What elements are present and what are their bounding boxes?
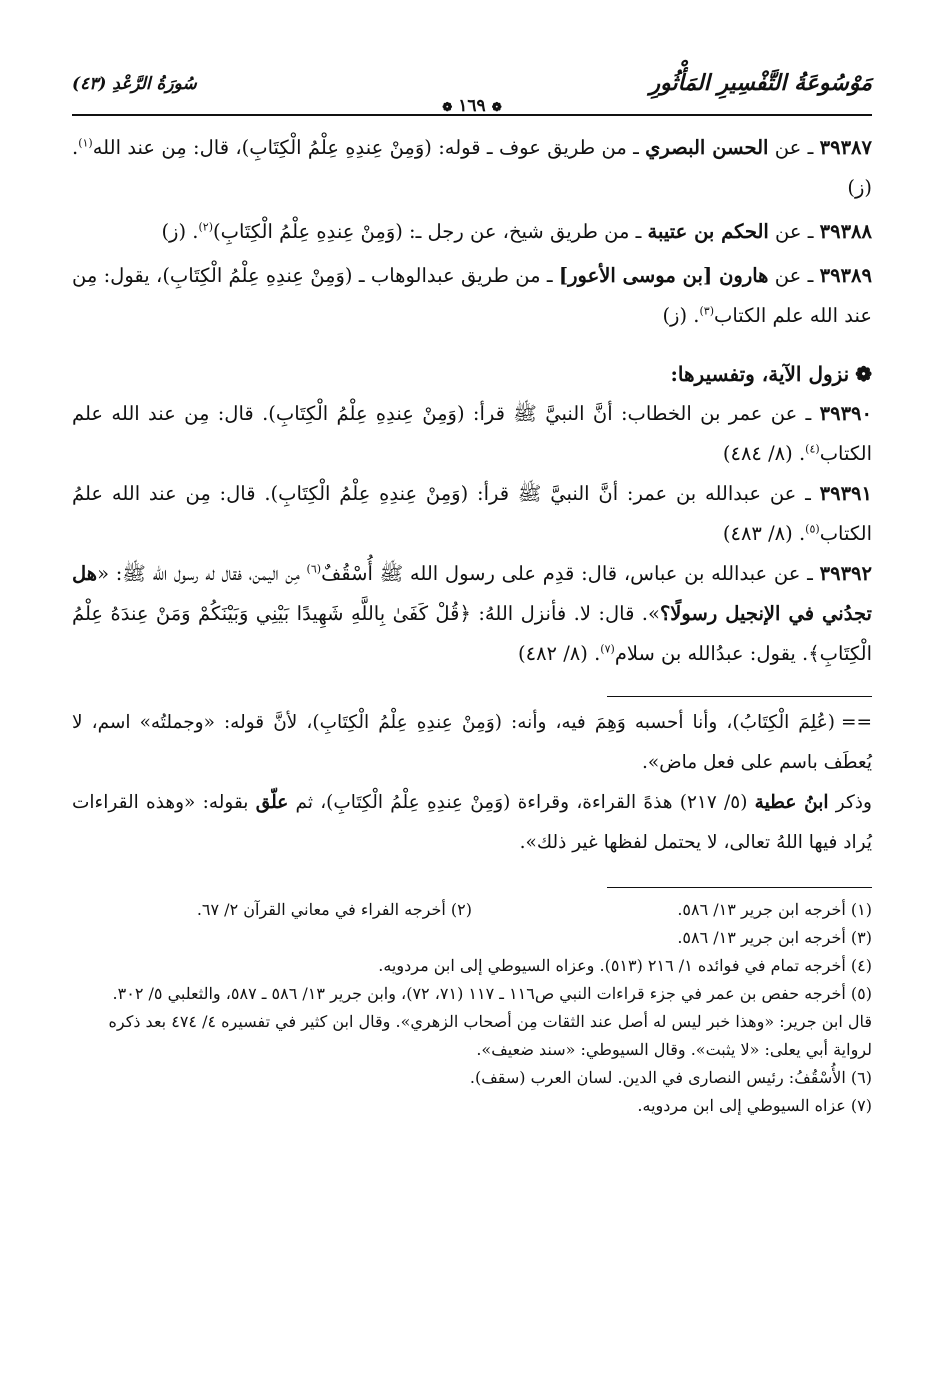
footnote-1: (١) أخرجه ابن جرير ١٣/ ٥٨٦. [677,900,872,919]
footnote-3: (٣) أخرجه ابن جرير ١٣/ ٥٨٦. [677,928,872,947]
footnote-5: (٥) أخرجه حفص بن عمر في جزء قراءات النبي ص١١٦ ـ ١١٧ (٧١، ٧٢)، وابن جرير ١٣/ ٥٨٦ ـ ٥٨٧، والثعلبي ٥/ ٣٠٢. [112,984,872,1003]
section-heading [72,354,872,394]
entry-text: ـ عن [768,136,820,159]
footnote-ref[interactable]: (١) [78,136,93,150]
entry-number: ٣٩٣٩١ [819,482,872,505]
commentary-text: بقوله: «وهذه القراءات يُراد فيها اللهُ تعالى، لا يحتمل لفظها غير ذلك». [72,792,872,853]
entry-text: ـ عن [768,264,820,287]
narrator-name: هارون [بن موسى الأعور] [558,264,769,287]
scholar-name: ابنُ عطية [754,792,829,813]
hadith-entry [72,256,872,336]
ornament-icon: ❁ [491,100,502,114]
footnote-ref[interactable]: (٦) [306,562,322,576]
header-rule [72,114,872,116]
entry-tail: . (ز) [72,136,872,199]
page-number-value: ١٦٩ [458,96,486,116]
entry-number: ٣٩٣٩٢ [819,562,872,585]
entry-text: ـ عن [768,220,820,243]
footnote-ref[interactable]: (٢) [198,220,213,234]
hadith-entry [72,128,872,208]
entry-number: ٣٩٣٩٠ [819,402,872,425]
footnotes-separator [607,887,872,888]
commentary-text: وذكر [828,792,872,813]
commentary-text: (٥/ ٢١٧) هذهً القراءة، وقراءة (وَمِنْ عِندِهِ عِلْمُ الْكِتَابِ)، ثم [288,792,755,813]
ornament-icon: ❁ [442,100,453,114]
narrator-name: الحسن البصري [645,136,769,159]
footnote-7: (٧) عزاه السيوطي إلى ابن مردويه. [637,1096,872,1115]
hadith-entry [72,212,872,252]
entry-tail: . (٨/ ٤٨٤) [722,442,806,465]
footnote-6: (٦) الأُسْقُفُ: رئيس النصارى في الدين. لسان العرب (سقف). [469,1068,872,1087]
entry-text: مِن اليمن، فقال له رسول الله ﷺ: « [97,562,307,585]
footnote-2: (٢) أخرجه الفراء في معاني القرآن ٢/ ٦٧. [196,900,472,919]
footnote-ref[interactable]: (٣) [699,304,714,318]
entry-text: ـ من طريق شيخ، عن رجل ـ: (وَمِنْ عِندِهِ عِلْمُ الْكِتَابِ) [212,220,648,243]
entry-tail: . (٨/ ٤٨٣) [722,522,806,545]
entry-number: ٣٩٣٨٩ [819,264,872,287]
narrator-name: الحكم بن عتيبة [647,220,769,243]
book-title: مَوْسُوعَةُ التَّفْسِيرِ المَأْثُورِ [649,70,872,96]
footnote-ref[interactable]: (٤) [805,442,820,456]
footnote-row [72,896,872,924]
book-page [72,70,872,1350]
commentary-separator [607,696,872,697]
hadith-entry [72,474,872,554]
entry-text: ». قال: لا. فأنزل اللهُ: ﴿قُلْ كَفَىٰ بِاللَّهِ شَهِيدًا بَيْنِي وَبَيْنَكُمْ وَمَنْ عِندَهُ عِلْمُ الْكِتَابِ﴾. يقول: عبدُالله بن سلام [72,602,872,665]
commentary-emphasis: علّق [255,792,289,813]
entry-number: ٣٩٣٨٧ [819,136,872,159]
commentary-paragraph [72,783,872,863]
flower-icon: ❁ [855,362,872,386]
footnotes [72,896,872,1120]
continuation-mark: == [840,712,872,733]
entry-text: ـ عن عبدالله بن عباس، قال: قدِم على رسول الله ﷺ أُسْقُفٌ [321,562,820,585]
commentary-text: (عُلِمَ الْكِتَابُ)، وأنا أحسبه وَهِمَ فيه، وأنه: (وَمِنْ عِندِهِ عِلْمُ الْكِتَابِ)، لأنَّ قوله: «وجملتُه» اسم، لا يُعطَف باسم على فعل ماض». [72,712,872,773]
footnote-ref[interactable]: (٧) [600,642,615,656]
footnote-4: (٤) أخرجه تمام في فوائده ١/ ٢١٦ (٥١٣). وعزاه السيوطي إلى ابن مردويه. [378,956,872,975]
entry-text: ـ عن عبدالله بن عمر: أنَّ النبيَّ ﷺ قرأ: (وَمِنْ عِندِهِ عِلْمُ الْكِتَابِ). قال: مِن عند الله علمُ الكتاب [72,482,872,545]
entry-text: ـ من طريق عبدالوهاب ـ (وَمِنْ عِندِهِ عِلْمُ الْكِتَابِ)، يقول: مِن عند الله علم الكتاب [72,264,872,327]
hadith-entry [72,394,872,474]
footnote-ref[interactable]: (٥) [805,522,820,536]
page-number [72,96,872,116]
entry-text: ـ من طريق عوف ـ قوله: (وَمِنْ عِندِهِ عِلْمُ الْكِتَابِ)، قال: مِن عند الله [92,136,646,159]
entry-number: ٣٩٣٨٨ [819,220,872,243]
footnote-5-continuation: قال ابن جرير: «وهذا خبر ليس له أصل عند الثقات مِن أصحاب الزهري». وقال ابن كثير في تفسيره ٤/ ٤٧٤ بعد ذكره لرواية أبي يعلى: «لا يثبت». وقال السيوطي: «سند ضعيف». [108,1012,872,1059]
section-heading-text: نزول الآية، وتفسيرها: [670,362,850,386]
running-header [72,70,872,118]
commentary-continuation [72,703,872,783]
prophet-quote: هل تجدُني في الإنجيل رسولًا؟ [72,562,872,625]
entry-text: ـ عن عمر بن الخطاب: أنَّ النبيَّ ﷺ قرأ: (وَمِنْ عِندِهِ عِلْمُ الْكِتَابِ). قال: مِن عند الله علم الكتاب [72,402,872,465]
entry-tail: . (ز) [662,304,700,327]
hadith-entry [72,554,872,674]
entry-tail: . (ز) [161,220,199,243]
entry-tail: . (٨/ ٤٨٢) [517,642,601,665]
surah-title: سُورَةُ الرَّعْدِ (٤٣) [72,74,197,94]
